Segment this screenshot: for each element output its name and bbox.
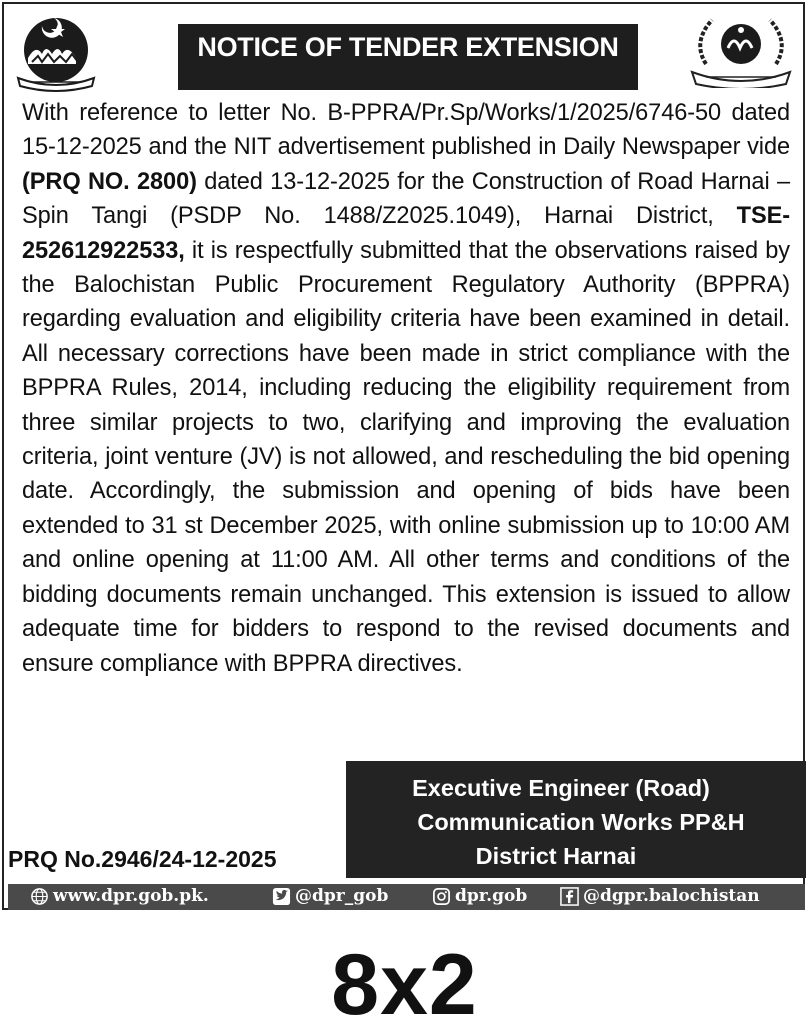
facebook-icon xyxy=(560,887,579,906)
footer-bar xyxy=(8,884,805,910)
signature-block xyxy=(346,761,806,878)
footer-instagram-text: dpr.gob xyxy=(455,886,528,906)
instagram-icon xyxy=(432,887,451,906)
ad-size-label: 8x2 xyxy=(331,937,478,1033)
footer-twitter-text: @dpr_gob xyxy=(295,886,389,906)
signature-department: Communication Works PP&H xyxy=(417,809,745,835)
footer-website-text: www.dpr.gob.pk. xyxy=(53,886,209,906)
notice-title-bar xyxy=(178,24,638,90)
body-text-part-1: With reference to letter No. B-PPRA/Pr.Sp/Works/1/2025/6746-50 dated 15-12-2025 and the NIT advertisement published in Daily Newspaper vide xyxy=(22,100,790,161)
signature-title: Executive Engineer (Road) xyxy=(412,775,710,801)
prq-number: (PRQ NO. 2800) xyxy=(22,168,197,195)
balochistan-emblem-icon xyxy=(12,12,100,94)
cw-department-emblem-icon xyxy=(686,14,796,88)
signature-district: District Harnai xyxy=(475,843,637,869)
notice-body xyxy=(22,96,790,681)
tse-number: TSE- 252612922533, xyxy=(22,203,790,264)
body-text-part-2: dated 13-12-2025 for the Construction of Road Harnai – Spin Tangi (PSDP No. 1488/Z2025.1049), Harnai District, xyxy=(22,168,790,230)
tender-notice xyxy=(2,2,805,910)
footer-website[interactable] xyxy=(30,886,209,906)
footer-facebook[interactable] xyxy=(560,886,760,906)
prq-reference: PRQ No.2946/24-12-2025 xyxy=(8,846,277,872)
footer-twitter[interactable] xyxy=(272,886,388,906)
footer-facebook-text: @dgpr.balochistan xyxy=(583,886,760,906)
footer-instagram[interactable] xyxy=(432,886,527,906)
twitter-icon xyxy=(272,887,291,906)
body-text-part-3: it is respectfully submitted that the observations raised by the Balochistan Public Procurement Regulatory Authority (BPPRA) regarding evaluation and eligibility criteria have been examined in detail. All necessary corrections have been made in strict compliance with the BPPRA Rules, 2014, including reducing the eligibility requirement from three similar projects to two, clarifying and improving the evaluation criteria, joint venture (JV) is not allowed, and rescheduling the bid opening date. Accordingly, the submission and opening of bids have been extended to 31 st December 2025, with online submission up to 10:00 AM and online opening at 11:00 AM. All other terms and conditions of the bidding documents remain unchanged. This extension is issued to allow adequate time for bidders to respond to the revised documents and ensure compliance with BPPRA directives. xyxy=(22,237,790,677)
notice-title: NOTICE OF TENDER EXTENSION xyxy=(197,32,619,62)
globe-icon xyxy=(30,887,49,906)
